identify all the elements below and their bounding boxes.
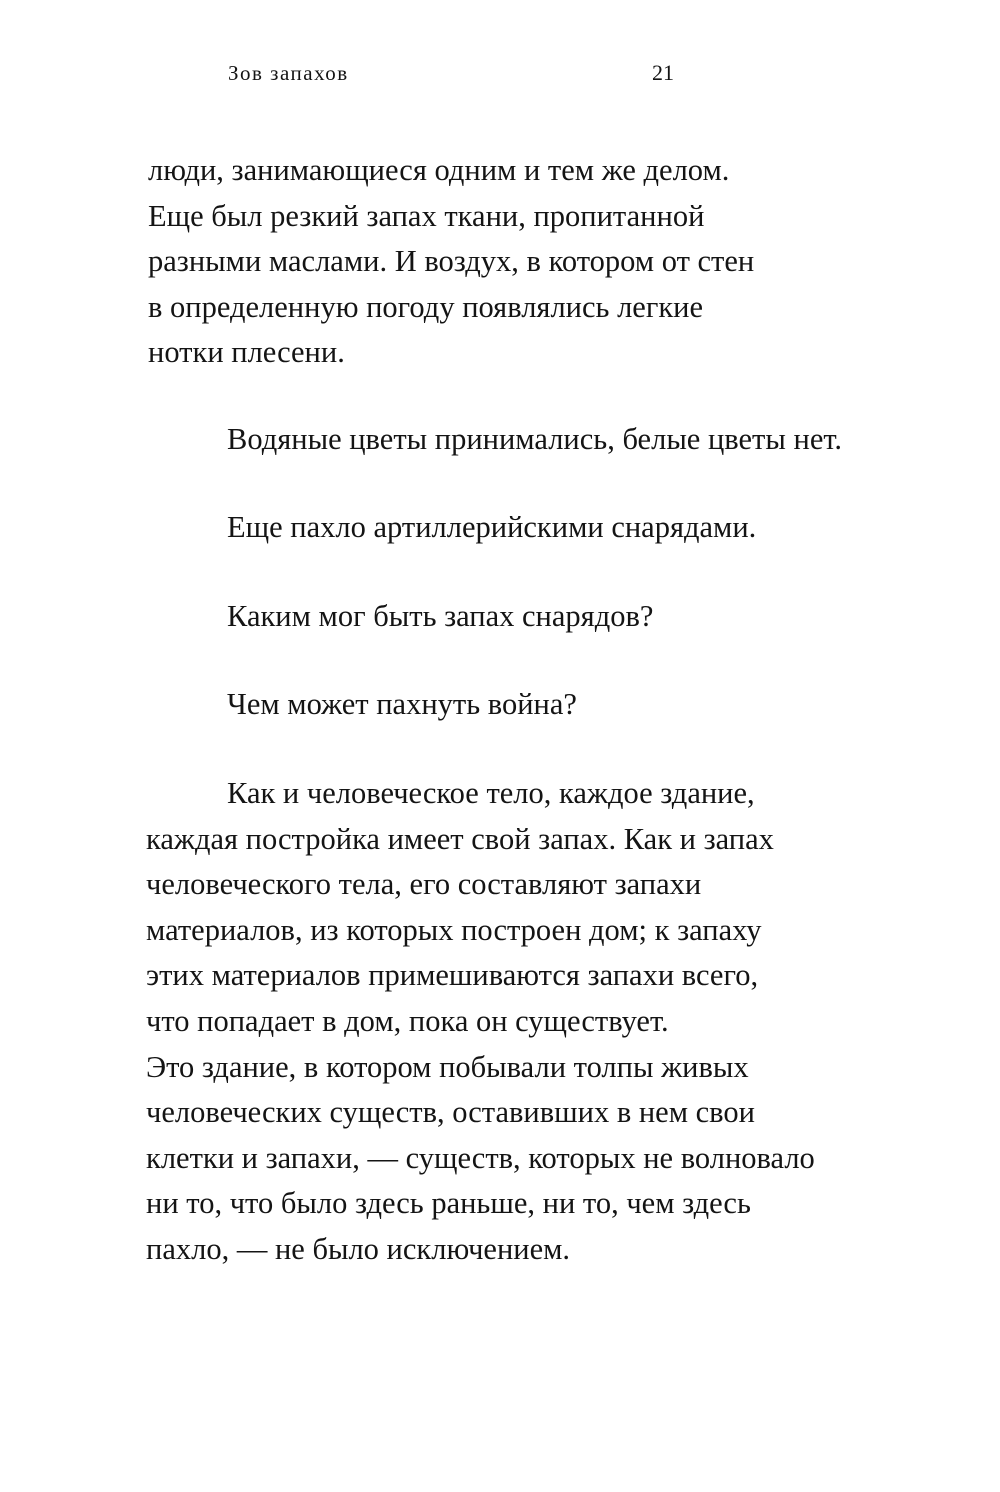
paragraph-2 — [227, 417, 842, 463]
text-line: Водяные цветы принимались, белые цветы нет. — [227, 422, 843, 456]
paragraph-4 — [227, 594, 653, 640]
text-line: человеческих существ, оставивших в нем свои — [146, 1095, 755, 1130]
paragraph-1 — [148, 148, 754, 376]
paragraph-6 — [146, 771, 815, 1273]
text-line: люди, занимающиеся одним и тем же делом. — [148, 153, 730, 187]
paragraph-3 — [227, 505, 756, 551]
text-line: Каким мог быть запах снарядов? — [227, 599, 654, 633]
text-line: Это здание, в котором побывали толпы живых — [146, 1049, 749, 1084]
text-line: клетки и запахи, — существ, которых не волновало — [146, 1140, 815, 1175]
text-line: ни то, что было здесь раньше, ни то, чем здесь — [146, 1186, 751, 1221]
page-number: 21 — [652, 60, 674, 85]
paragraph-5 — [227, 682, 577, 728]
text-line: Еще был резкий запах ткани, пропитанной — [148, 198, 705, 233]
text-line: Как и человеческое тело, каждое здание, — [227, 776, 755, 810]
text-line: разными маслами. И воздух, в котором от стен — [148, 244, 755, 279]
text-line: этих материалов примешиваются запахи всего, — [146, 958, 759, 993]
running-title: Зов запахов — [228, 61, 349, 85]
text-line: что попадает в дом, пока он существует. — [146, 1003, 669, 1038]
text-line: нотки плесени. — [148, 335, 345, 370]
text-line: в определенную погоду появлялись легкие — [148, 289, 704, 324]
text-line: Чем может пахнуть война? — [227, 687, 577, 721]
text-line: Еще пахло артиллерийскими снарядами. — [227, 510, 757, 544]
text-line: человеческого тела, его составляют запахи — [146, 867, 702, 902]
text-line: материалов, из которых построен дом; к запаху — [146, 912, 762, 947]
text-line: пахло, — не было исключением. — [146, 1231, 571, 1266]
text-line: каждая постройка имеет свой запах. Как и запах — [146, 821, 774, 856]
